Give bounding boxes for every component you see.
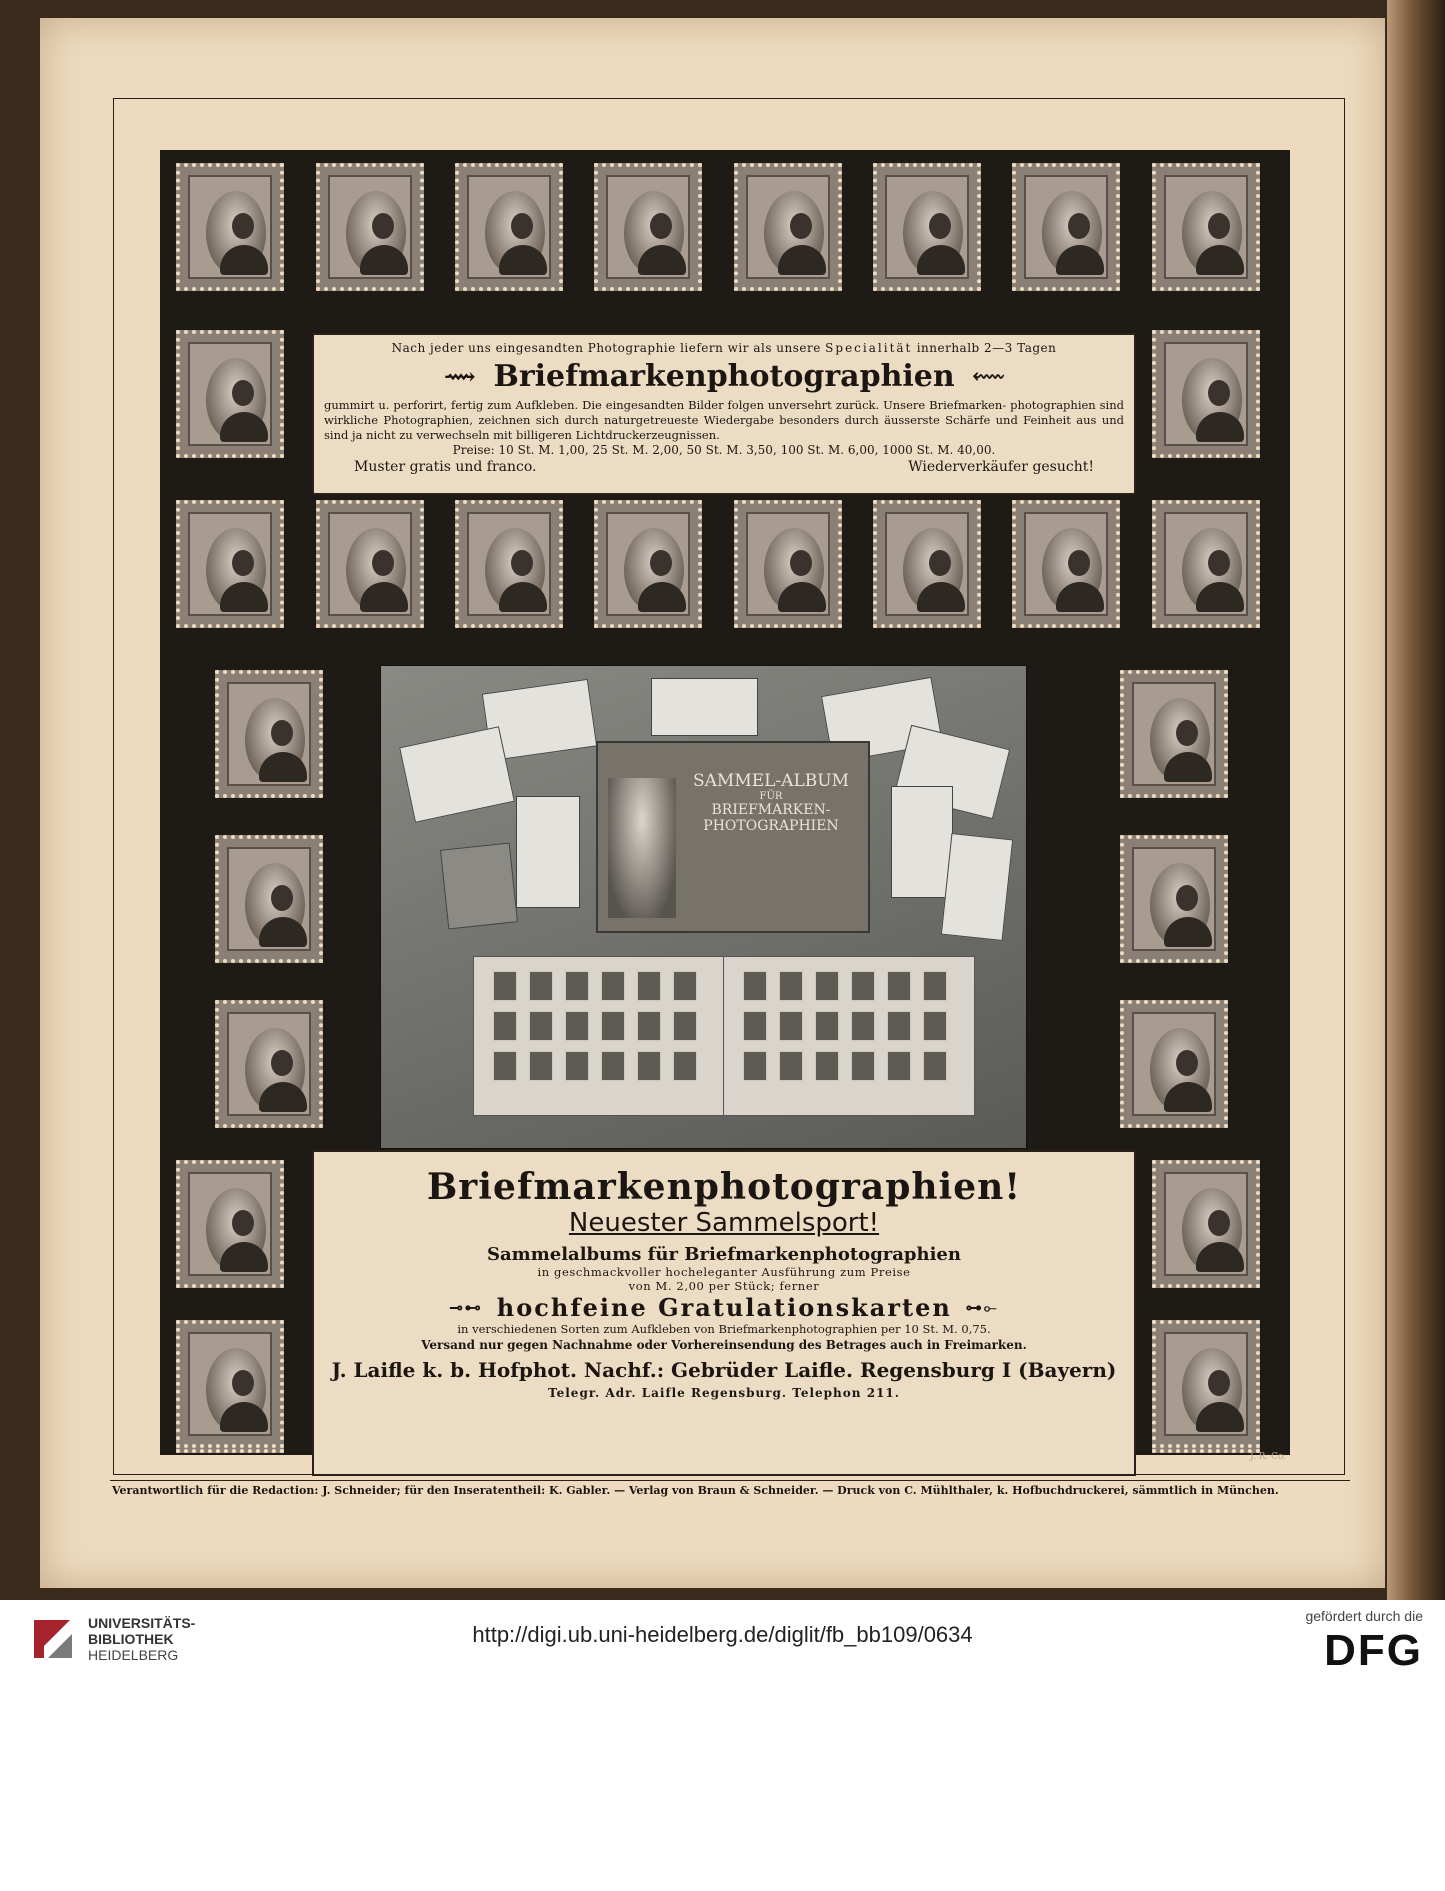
portrait-body bbox=[1196, 1402, 1244, 1432]
portrait-body bbox=[220, 245, 268, 275]
portrait-body bbox=[638, 582, 686, 612]
portrait-body bbox=[499, 582, 547, 612]
portrait-stamp bbox=[1120, 835, 1228, 963]
stamp-frame bbox=[1164, 342, 1248, 446]
portrait-stamp bbox=[215, 1000, 323, 1128]
portrait-stamp bbox=[316, 163, 424, 291]
portrait-stamp bbox=[1012, 500, 1120, 628]
portrait-body bbox=[1164, 752, 1212, 782]
stamp-frame bbox=[1164, 512, 1248, 616]
portrait-oval bbox=[903, 528, 963, 612]
portrait-stamp bbox=[176, 500, 284, 628]
portrait-oval bbox=[346, 191, 406, 275]
stamp-frame bbox=[1132, 1012, 1216, 1116]
stamp-frame bbox=[1132, 847, 1216, 951]
portrait-oval bbox=[1150, 1028, 1210, 1112]
album-cell bbox=[673, 1011, 697, 1041]
stamp-frame bbox=[746, 175, 830, 279]
stamp-frame bbox=[467, 175, 551, 279]
portrait-stamp bbox=[873, 500, 981, 628]
album-cell bbox=[779, 1051, 803, 1081]
album-cell bbox=[743, 1051, 767, 1081]
portrait-body bbox=[259, 752, 307, 782]
stamp-frame bbox=[885, 175, 969, 279]
stamp-frame bbox=[227, 682, 311, 786]
album-cell bbox=[637, 971, 661, 1001]
portrait-oval bbox=[764, 528, 824, 612]
album-cell bbox=[493, 971, 517, 1001]
closed-album bbox=[596, 741, 870, 933]
portrait-oval bbox=[1182, 1188, 1242, 1272]
portrait-oval bbox=[245, 863, 305, 947]
intro-spaced: Specialität bbox=[825, 341, 913, 355]
album-cell bbox=[601, 1051, 625, 1081]
album-cell bbox=[529, 971, 553, 1001]
reseller-text: Wiederverkäufer gesucht! bbox=[908, 459, 1094, 475]
album-cell bbox=[637, 1011, 661, 1041]
portrait-head bbox=[1208, 1210, 1230, 1236]
card bbox=[399, 726, 515, 823]
portrait-stamp bbox=[1152, 1320, 1260, 1448]
portrait-head bbox=[271, 1050, 293, 1076]
portrait-body bbox=[220, 1402, 268, 1432]
library-line-1: UNIVERSITÄTS- bbox=[88, 1615, 196, 1631]
album-cell bbox=[851, 971, 875, 1001]
portrait-stamp bbox=[1152, 330, 1260, 458]
offer-panel bbox=[312, 1150, 1136, 1476]
portrait-head bbox=[232, 550, 254, 576]
imprint-rule bbox=[110, 1480, 1350, 1481]
portrait-stamp bbox=[873, 163, 981, 291]
portrait-oval bbox=[1150, 698, 1210, 782]
portrait-oval bbox=[206, 1188, 266, 1272]
stamp-frame bbox=[188, 175, 272, 279]
portrait-head bbox=[1176, 885, 1198, 911]
portrait-body bbox=[360, 582, 408, 612]
portrait-body bbox=[220, 1242, 268, 1272]
ornament-left-icon: ⊸⊷ bbox=[449, 1298, 483, 1317]
intro-title-row bbox=[314, 359, 1134, 394]
stamp-frame bbox=[227, 847, 311, 951]
stamp-frame bbox=[188, 342, 272, 446]
portrait-oval bbox=[485, 191, 545, 275]
portrait-stamp bbox=[1152, 500, 1260, 628]
portrait-stamp bbox=[1012, 163, 1120, 291]
album-title-2: FÜR bbox=[759, 791, 783, 802]
album-title-1: SAMMEL-ALBUM bbox=[693, 771, 849, 791]
portrait-oval bbox=[1150, 863, 1210, 947]
portrait-head bbox=[271, 720, 293, 746]
offer-subtitle: Neuester Sammelsport! bbox=[568, 1208, 880, 1238]
stamp-frame bbox=[188, 1172, 272, 1276]
albums-description: in geschmackvoller hocheleganter Ausführung zum Preise bbox=[537, 1265, 911, 1279]
card bbox=[440, 843, 518, 930]
portrait-head bbox=[790, 213, 812, 239]
stamp-frame bbox=[467, 512, 551, 616]
portrait-head bbox=[1208, 550, 1230, 576]
albums-price: von M. 2,00 per Stück; ferner bbox=[628, 1279, 820, 1293]
stamp-frame bbox=[606, 512, 690, 616]
portrait-body bbox=[499, 245, 547, 275]
portrait-head bbox=[1208, 1370, 1230, 1396]
album-cover-portrait bbox=[608, 778, 676, 918]
portrait-head bbox=[650, 213, 672, 239]
stamp-frame bbox=[188, 512, 272, 616]
portrait-head bbox=[790, 550, 812, 576]
portrait-body bbox=[1056, 245, 1104, 275]
portrait-head bbox=[1176, 720, 1198, 746]
portrait-body bbox=[1056, 582, 1104, 612]
album-cell bbox=[815, 971, 839, 1001]
imprint-line: Verantwortlich für die Redaction: J. Schneider; für den Inseratentheil: K. Gabler. — Verlag von Braun & Schneider. — Druck von C. Mühlthaler, k. Hofbuchdruckerei, sämmtlich in München. bbox=[112, 1484, 1279, 1497]
portrait-oval bbox=[903, 191, 963, 275]
album-cell bbox=[851, 1011, 875, 1041]
portrait-body bbox=[917, 245, 965, 275]
portrait-body bbox=[360, 245, 408, 275]
portrait-oval bbox=[485, 528, 545, 612]
album-cell bbox=[923, 1051, 947, 1081]
stamp-frame bbox=[328, 175, 412, 279]
intro-body: gummirt u. perforirt, fertig zum Aufkleben. Die eingesandten Bilder folgen unversehrt zurück. Unsere Briefmarken- photographien sind wirkliche Photographien, zeichnen sich durch naturgetreueste Wiedergabe besonders durch äusserste Schärfe und Feinheit aus und sind ja nicht zu verwechseln mit billigeren Lichtdruckerzeugnissen. bbox=[324, 398, 1124, 442]
telegraph-address: Telegr. Adr. Laifle Regensburg. Telephon 211. bbox=[548, 1386, 900, 1400]
album-cell bbox=[565, 971, 589, 1001]
card bbox=[651, 678, 758, 736]
album-cell bbox=[529, 1011, 553, 1041]
portrait-body bbox=[259, 1082, 307, 1112]
funded-by-text: gefördert durch die bbox=[1305, 1608, 1423, 1624]
portrait-head bbox=[232, 213, 254, 239]
album-cell bbox=[637, 1051, 661, 1081]
portrait-body bbox=[1164, 1082, 1212, 1112]
album-cell bbox=[779, 1011, 803, 1041]
portrait-body bbox=[778, 582, 826, 612]
portrait-stamp bbox=[316, 500, 424, 628]
portrait-oval bbox=[245, 698, 305, 782]
cards-heading: hochfeine Gratulationskarten bbox=[496, 1293, 952, 1322]
portrait-head bbox=[372, 213, 394, 239]
portrait-oval bbox=[1042, 528, 1102, 612]
stamp-frame bbox=[1164, 1332, 1248, 1436]
portrait-head bbox=[1208, 213, 1230, 239]
portrait-head bbox=[511, 213, 533, 239]
stamp-frame bbox=[188, 1332, 272, 1436]
portrait-stamp bbox=[215, 670, 323, 798]
offer-title: Briefmarkenphotographien! bbox=[426, 1166, 1022, 1208]
portrait-body bbox=[1196, 245, 1244, 275]
album-cell bbox=[743, 971, 767, 1001]
portrait-body bbox=[1196, 582, 1244, 612]
portrait-body bbox=[220, 582, 268, 612]
albums-heading: Sammelalbums für Briefmarkenphotographien bbox=[487, 1244, 961, 1265]
stamp-frame bbox=[885, 512, 969, 616]
album-cell bbox=[743, 1011, 767, 1041]
album-cell bbox=[565, 1051, 589, 1081]
portrait-body bbox=[259, 917, 307, 947]
portrait-body bbox=[1196, 1242, 1244, 1272]
muster-row bbox=[314, 459, 1134, 475]
album-cell bbox=[565, 1011, 589, 1041]
library-line-3: HEIDELBERG bbox=[88, 1647, 179, 1663]
album-photograph bbox=[380, 665, 1027, 1149]
company-address: J. Laifle k. b. Hofphot. Nachf.: Gebrüder Laifle. Regensburg I (Bayern) bbox=[331, 1358, 1117, 1382]
portrait-head bbox=[232, 1370, 254, 1396]
portrait-stamp bbox=[1120, 670, 1228, 798]
portrait-stamp bbox=[176, 330, 284, 458]
album-cell bbox=[601, 971, 625, 1001]
portrait-oval bbox=[206, 1348, 266, 1432]
album-cell bbox=[779, 971, 803, 1001]
cards-description: in verschiedenen Sorten zum Aufkleben von Briefmarkenphotographien per 10 St. M. 0,75. bbox=[457, 1322, 991, 1336]
portrait-stamp bbox=[455, 163, 563, 291]
album-cell bbox=[601, 1011, 625, 1041]
album-cell bbox=[493, 1051, 517, 1081]
album-cell bbox=[923, 1011, 947, 1041]
intro-text: Nach jeder uns eingesandten Photographie liefern wir als unsere bbox=[391, 341, 826, 355]
album-title-4: PHOTOGRAPHIEN bbox=[703, 818, 839, 834]
intro-text-end: innerhalb 2—3 Tagen bbox=[912, 341, 1057, 355]
album-cell bbox=[923, 971, 947, 1001]
price-list: Preise: 10 St. M. 1,00, 25 St. M. 2,00, 50 St. M. 3,50, 100 St. M. 6,00, 1000 St. M. 40,00. bbox=[452, 443, 996, 457]
portrait-oval bbox=[206, 191, 266, 275]
card bbox=[941, 833, 1013, 941]
portrait-body bbox=[778, 245, 826, 275]
stamp-frame bbox=[1024, 512, 1108, 616]
library-line-2: BIBLIOTHEK bbox=[88, 1631, 174, 1647]
album-cell bbox=[815, 1011, 839, 1041]
album-cell bbox=[673, 1051, 697, 1081]
card bbox=[516, 796, 580, 908]
portrait-stamp bbox=[734, 163, 842, 291]
printer-signature: J. R. Co. bbox=[1250, 1452, 1287, 1462]
dfg-logo[interactable] bbox=[1305, 1608, 1423, 1676]
portrait-head bbox=[271, 885, 293, 911]
album-cell bbox=[851, 1051, 875, 1081]
intro-line bbox=[314, 341, 1134, 355]
portrait-stamp bbox=[176, 163, 284, 291]
cards-heading-row bbox=[314, 1293, 1134, 1322]
stamp-frame bbox=[1024, 175, 1108, 279]
portrait-oval bbox=[245, 1028, 305, 1112]
muster-text: Muster gratis und franco. bbox=[354, 459, 537, 475]
portrait-oval bbox=[1042, 191, 1102, 275]
portrait-stamp bbox=[1120, 1000, 1228, 1128]
portrait-stamp bbox=[1152, 1160, 1260, 1288]
portrait-head bbox=[1068, 213, 1090, 239]
portrait-head bbox=[1068, 550, 1090, 576]
portrait-head bbox=[372, 550, 394, 576]
portrait-body bbox=[220, 412, 268, 442]
source-url[interactable]: http://digi.ub.uni-heidelberg.de/diglit/fb_bb109/0634 bbox=[472, 1622, 973, 1647]
album-cell bbox=[493, 1011, 517, 1041]
portrait-head bbox=[511, 550, 533, 576]
stamp-frame bbox=[1164, 1172, 1248, 1276]
portrait-body bbox=[1196, 412, 1244, 442]
portrait-stamp bbox=[176, 1320, 284, 1448]
portrait-head bbox=[650, 550, 672, 576]
portrait-oval bbox=[1182, 191, 1242, 275]
album-title bbox=[686, 771, 856, 834]
intro-title: Briefmarkenphotographien bbox=[493, 359, 955, 394]
portrait-stamp bbox=[594, 500, 702, 628]
portrait-oval bbox=[346, 528, 406, 612]
portrait-oval bbox=[206, 358, 266, 442]
portrait-stamp bbox=[215, 835, 323, 963]
stamp-frame bbox=[606, 175, 690, 279]
album-cell bbox=[887, 1051, 911, 1081]
portrait-oval bbox=[1182, 528, 1242, 612]
portrait-head bbox=[232, 1210, 254, 1236]
stamp-frame bbox=[1132, 682, 1216, 786]
portrait-oval bbox=[1182, 1348, 1242, 1432]
stamp-frame bbox=[227, 1012, 311, 1116]
stamp-frame bbox=[746, 512, 830, 616]
portrait-stamp bbox=[176, 1160, 284, 1288]
portrait-oval bbox=[206, 528, 266, 612]
shipping-note: Versand nur gegen Nachnahme oder Vorhereinsendung des Betrages auch in Freimarken. bbox=[421, 1338, 1027, 1352]
portrait-head bbox=[232, 380, 254, 406]
portrait-head bbox=[929, 213, 951, 239]
portrait-stamp bbox=[594, 163, 702, 291]
book-spine bbox=[1387, 0, 1445, 1600]
album-cell bbox=[815, 1051, 839, 1081]
portrait-oval bbox=[624, 528, 684, 612]
portrait-stamp bbox=[734, 500, 842, 628]
portrait-body bbox=[638, 245, 686, 275]
portrait-oval bbox=[1182, 358, 1242, 442]
portrait-stamp bbox=[1152, 163, 1260, 291]
portrait-oval bbox=[764, 191, 824, 275]
swash-left-icon: ⟿ bbox=[443, 363, 476, 390]
swash-right-icon: ⬳ bbox=[972, 363, 1005, 390]
card bbox=[891, 786, 953, 898]
portrait-body bbox=[1164, 917, 1212, 947]
portrait-head bbox=[1208, 380, 1230, 406]
ornament-right-icon: ⊶⟜ bbox=[965, 1297, 999, 1317]
album-cell bbox=[887, 971, 911, 1001]
portrait-oval bbox=[624, 191, 684, 275]
stamp-frame bbox=[328, 512, 412, 616]
album-cell bbox=[529, 1051, 553, 1081]
album-cell bbox=[673, 971, 697, 1001]
portrait-body bbox=[917, 582, 965, 612]
portrait-head bbox=[1176, 1050, 1198, 1076]
portrait-head bbox=[929, 550, 951, 576]
stamp-frame bbox=[1164, 175, 1248, 279]
dfg-wordmark: DFG bbox=[1324, 1626, 1423, 1675]
album-title-3: BRIEFMARKEN- bbox=[711, 802, 831, 818]
portrait-stamp bbox=[455, 500, 563, 628]
intro-panel bbox=[312, 333, 1136, 495]
album-cell bbox=[887, 1011, 911, 1041]
